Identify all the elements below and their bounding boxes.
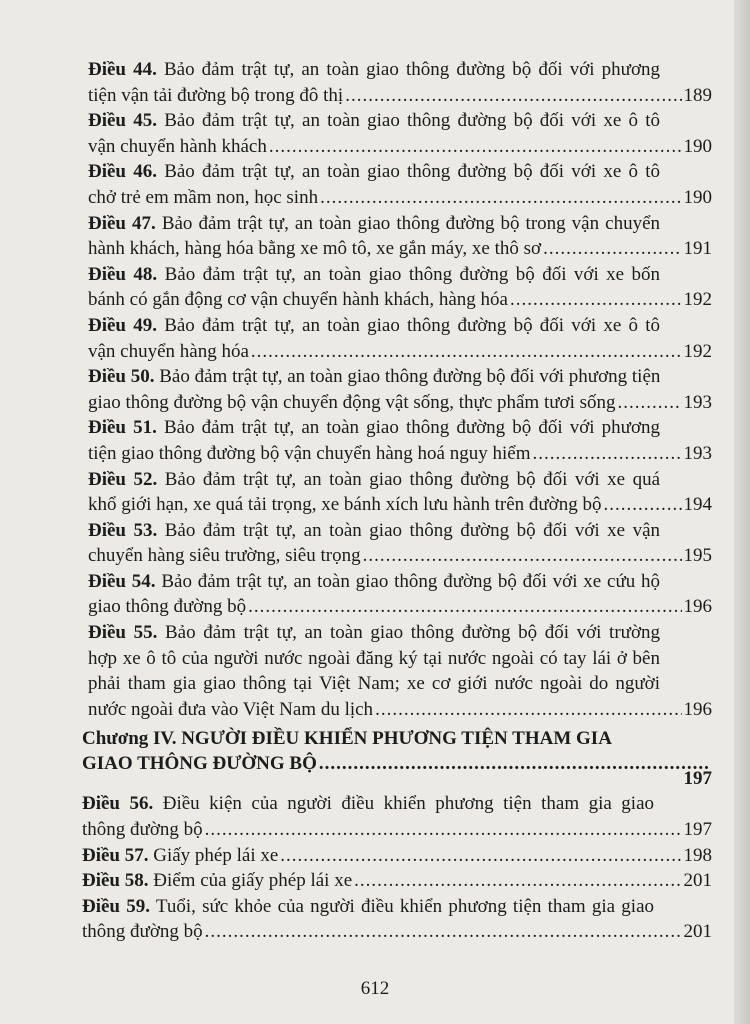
toc-entry-line	[88, 518, 660, 544]
toc-entry-text	[88, 213, 660, 234]
toc-entry-line-text: Điều kiện của người điều khiển phương tiện tham gia giao	[162, 793, 654, 815]
dot-leader	[280, 843, 681, 869]
toc-entry-text	[88, 543, 361, 569]
toc-entry-line-text: vận chuyển hàng hóa	[88, 340, 249, 362]
toc-entry-line	[88, 467, 660, 493]
toc-page-number: 193	[683, 391, 712, 413]
toc-entry	[88, 211, 712, 262]
toc-entry-last-line	[88, 543, 712, 569]
dot-leader	[319, 751, 710, 776]
toc-entry-last-line	[82, 817, 712, 843]
toc-entry-line-text: hợp xe ô tô của người nước ngoài đăng ký tại nước ngoài có tay lái ở bên	[88, 647, 660, 669]
toc-entry	[88, 159, 712, 210]
toc-entry	[88, 364, 712, 415]
toc-entry-line-text: Bảo đảm trật tự, an toàn giao thông đường bộ trong vận chuyển	[161, 212, 660, 234]
toc-entry-line-text: Bảo đảm trật tự, an toàn giao thông đường bộ đối với phương	[163, 59, 660, 80]
dot-leader	[532, 441, 681, 467]
toc-entry-line-text: Bảo đảm trật tự, an toàn giao thông đường bộ đối với xe ô tô	[164, 314, 660, 336]
toc-entry	[88, 467, 712, 518]
toc-entry	[88, 518, 712, 569]
toc-entry	[88, 415, 712, 466]
toc-entry-line-text: Bảo đảm trật tự, an toàn giao thông đường bộ đối với phương tiện	[159, 366, 660, 388]
toc-entry-text	[88, 594, 246, 620]
toc-entry-text	[88, 59, 660, 80]
toc-entry-text	[88, 571, 660, 592]
toc-entry-text	[88, 520, 660, 541]
toc-entry-line	[88, 108, 660, 134]
toc-entry-label: Điều 54.	[88, 570, 156, 592]
toc-entry-line	[82, 791, 654, 817]
toc-entry-text	[88, 161, 660, 182]
toc-entry	[82, 791, 712, 842]
toc-entry-text	[88, 366, 660, 387]
toc-entry-line	[88, 211, 660, 237]
toc-entry-label: Điều 59.	[82, 895, 150, 917]
toc-entry-line	[88, 313, 660, 339]
chapter-line	[82, 726, 712, 751]
toc-entry-line-text: Bảo đảm trật tự, an toàn giao thông đường bộ đối với trường	[165, 622, 660, 644]
toc-entry-last-line	[88, 339, 712, 365]
toc-entry-text	[88, 469, 660, 490]
toc-entry-line-text: Bảo đảm trật tự, an toàn giao thông đường bộ đối với xe bốn	[164, 263, 660, 285]
toc-entry-label: Điều 47.	[88, 212, 156, 234]
toc-entry-last-line	[88, 83, 712, 109]
toc-entry	[82, 843, 712, 869]
toc-page-number: 192	[683, 340, 712, 362]
toc-entry-line-text: Bảo đảm trật tự, an toàn giao thông đường bộ đối với xe cứu hộ	[161, 570, 660, 592]
toc-entry-line-text: chở trẻ em mầm non, học sinh	[88, 186, 319, 208]
toc-entry-label: Điều 46.	[88, 161, 157, 183]
toc-entry-line	[88, 57, 660, 83]
toc-entry-last-line	[82, 868, 712, 894]
toc-entry-text	[82, 793, 654, 814]
toc-page-number: 189	[683, 84, 712, 106]
toc-entry-text	[88, 287, 508, 313]
toc-entry-line	[88, 262, 660, 288]
toc-entry-line-text: phải tham gia giao thông tại Việt Nam; xe cơ giới nước ngoài do người	[88, 673, 660, 695]
dot-leader	[618, 390, 682, 416]
toc-page-number: 190	[683, 135, 712, 157]
toc-page-number: 195	[683, 545, 712, 567]
toc-entry-line	[82, 894, 654, 920]
toc-entry-line	[88, 620, 660, 646]
toc-page-number: 196	[683, 596, 712, 618]
toc-entry-text	[88, 492, 601, 518]
toc-entry	[88, 313, 712, 364]
toc-entry-text	[82, 868, 352, 894]
toc-entry-line-text: Tuổi, sức khỏe của người điều khiển phương tiện tham gia giao	[155, 895, 654, 917]
toc-entry-line	[88, 159, 660, 185]
toc-entry	[88, 620, 712, 722]
dot-leader	[248, 594, 681, 620]
toc-entry-line-text: tiện giao thông đường bộ vận chuyển hàng hoá nguy hiểm	[88, 442, 531, 464]
toc-entry	[88, 569, 712, 620]
toc-entry-text	[88, 390, 616, 416]
toc-entry-last-line	[88, 441, 712, 467]
toc-entry-line-text: Bảo đảm trật tự, an toàn giao thông đường bộ đối với xe ô tô	[164, 110, 660, 132]
toc-entry-last-line	[82, 919, 712, 945]
toc-entry-last-line	[88, 594, 712, 620]
page-edge	[734, 0, 750, 1024]
toc-entry-text	[88, 83, 343, 109]
toc-entry-text	[82, 843, 278, 869]
toc-entry-line	[88, 569, 660, 595]
toc-entry	[88, 57, 712, 108]
dot-leader	[320, 185, 681, 211]
toc-entry	[82, 894, 712, 945]
dot-leader	[603, 492, 681, 518]
toc-entry-text	[88, 236, 541, 262]
toc-entry-text	[88, 315, 660, 336]
toc-page-number: 194	[683, 494, 712, 516]
toc-entry-text	[88, 185, 318, 211]
toc-entry-line	[88, 415, 660, 441]
toc-page-number: 192	[683, 289, 712, 311]
toc-entry	[88, 108, 712, 159]
toc-entry-line-text: khổ giới hạn, xe quá tải trọng, xe bánh xích lưu hành trên đường bộ	[88, 494, 602, 516]
toc-page-number: 196	[683, 698, 712, 720]
toc-entry-line-text: thông đường bộ	[82, 819, 203, 841]
dot-leader	[205, 919, 682, 945]
toc-entry-text	[88, 441, 530, 467]
toc-entry-label: Điều 53.	[88, 519, 158, 541]
toc-entry-text	[88, 339, 249, 365]
dot-leader	[363, 543, 682, 569]
toc-entry-last-line	[88, 492, 712, 518]
chapter-heading	[82, 726, 712, 791]
toc-entry-text	[88, 622, 660, 643]
toc-page-number: 193	[683, 442, 712, 464]
dot-leader	[354, 868, 681, 894]
toc-entry-line-text: Bảo đảm trật tự, an toàn giao thông đường bộ đối với xe quá	[164, 468, 660, 490]
page-number: 612	[360, 978, 390, 999]
toc-entry-line-text: Bảo đảm trật tự, an toàn giao thông đường bộ đối với xe vận	[164, 519, 660, 541]
toc-entry-line-text: giao thông đường bộ	[88, 596, 247, 618]
toc-entry-line-text: hành khách, hàng hóa bằng xe mô tô, xe gắn máy, xe thô sơ	[88, 238, 542, 260]
dot-leader	[205, 817, 682, 843]
toc-entry-line-text: chuyển hàng siêu trường, siêu trọng	[88, 545, 361, 567]
chapter-line	[82, 751, 712, 776]
dot-leader	[543, 236, 681, 262]
chapter-label: Chương IV.	[82, 728, 177, 750]
toc-page-number: 191	[683, 238, 712, 260]
toc-entry-line-text: Điểm của giấy phép lái xe	[153, 870, 353, 892]
dot-leader	[510, 287, 682, 313]
toc-entry-label: Điều 44.	[88, 59, 157, 80]
toc-entry-text	[82, 896, 654, 917]
toc-entry-label: Điều 51.	[88, 417, 157, 439]
toc-entry-label: Điều 57.	[82, 844, 149, 866]
toc-entry-last-line	[82, 843, 712, 869]
toc-entry-label: Điều 45.	[88, 110, 157, 132]
toc-page-number: 197	[683, 819, 712, 841]
toc-entry-line-text: thông đường bộ	[82, 921, 203, 943]
toc-entry-label: Điều 56.	[82, 793, 154, 815]
toc-entry-last-line	[88, 236, 712, 262]
toc-entry-last-line	[88, 390, 712, 416]
dot-leader	[269, 134, 682, 160]
toc-entry-line-text: Bảo đảm trật tự, an toàn giao thông đường bộ đối với xe ô tô	[164, 161, 660, 183]
chapter-title-line: GIAO THÔNG ĐƯỜNG BỘ	[82, 753, 317, 775]
toc-entry-text	[88, 110, 660, 131]
toc-page-number: 201	[683, 921, 712, 943]
toc-entry-last-line	[88, 185, 712, 211]
dot-leader	[345, 83, 681, 109]
toc-entry-last-line	[88, 134, 712, 160]
toc-entry-label: Điều 52.	[88, 468, 158, 490]
toc-entry-text	[88, 264, 660, 285]
toc-entry-line-text: giao thông đường bộ vận chuyển động vật sống, thực phẩm tươi sống	[88, 391, 616, 413]
toc-entry-line-text: bánh có gắn động cơ vận chuyển hành khách, hàng hóa	[88, 289, 508, 311]
toc-entry-line-text: Giấy phép lái xe	[153, 844, 279, 866]
toc-entry-text	[88, 697, 373, 723]
toc-entry	[82, 868, 712, 894]
toc-page-number: 198	[683, 844, 712, 866]
toc-page-number: 190	[683, 186, 712, 208]
toc-page-number: 197	[683, 768, 712, 790]
dot-leader	[251, 339, 682, 365]
dot-leader	[375, 697, 681, 723]
toc-entry-line	[88, 646, 660, 672]
toc-entry-text	[82, 817, 203, 843]
toc-entry-text	[88, 134, 267, 160]
toc-entry-last-line	[88, 697, 712, 723]
toc-entry-line-text: vận chuyển hành khách	[88, 135, 267, 157]
toc-entry-label: Điều 58.	[82, 870, 149, 892]
toc-entry-label: Điều 50.	[88, 366, 155, 388]
toc-entry-label: Điều 55.	[88, 622, 158, 644]
toc-entry-text	[82, 919, 203, 945]
toc-page-number: 201	[683, 870, 712, 892]
toc-entry-line-text: tiện vận tải đường bộ trong đô thị	[88, 84, 344, 106]
toc-entry-line	[88, 364, 660, 390]
chapter-title-line: NGƯỜI ĐIỀU KHIỂN PHƯƠNG TIỆN THAM GIA	[181, 728, 612, 750]
toc-entry-line-text: nước ngoài đưa vào Việt Nam du lịch	[88, 698, 374, 720]
toc-entry-text	[88, 648, 660, 669]
table-of-contents	[82, 57, 712, 945]
toc-entry-label: Điều 49.	[88, 314, 157, 336]
toc-entry	[88, 262, 712, 313]
toc-entry-last-line	[88, 287, 712, 313]
toc-entry-line-text: Bảo đảm trật tự, an toàn giao thông đường bộ đối với phương	[163, 417, 660, 439]
toc-entry-text	[88, 673, 660, 694]
toc-entry-text	[88, 417, 660, 438]
toc-entry-line	[88, 671, 660, 697]
toc-entry-label: Điều 48.	[88, 263, 158, 285]
